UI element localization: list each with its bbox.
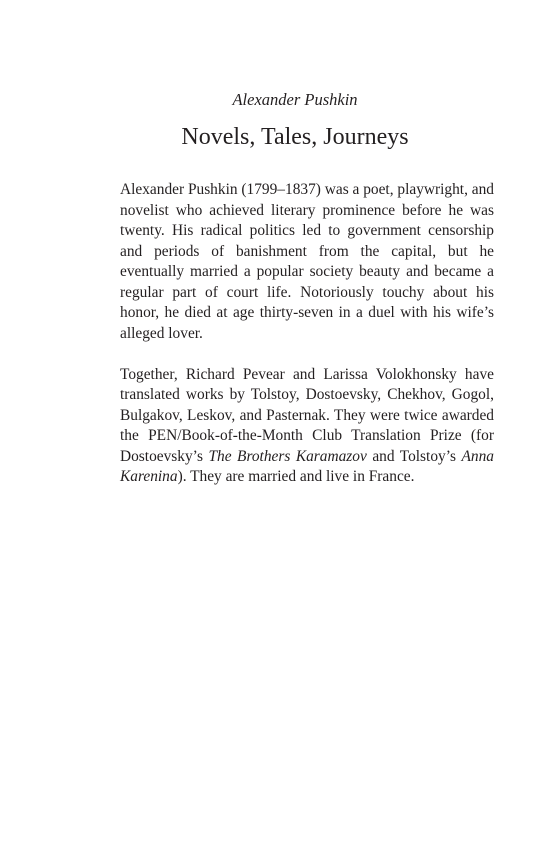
translators-bio-outro: ). They are married and live in France.	[177, 468, 415, 485]
work-title-brothers-karamazov: The Brothers Karamazov	[208, 447, 367, 465]
author-name: Alexander Pushkin	[232, 90, 358, 109]
author-bio-paragraph: Alexander Pushkin (1799–1837) was a poet, playwright, and novelist who achieved literary prominence before he was twenty. His radical politics led to government censorship and periods of banishment from the capital, but he eventually married a popular society beauty and became a regular part of court life. Notoriously touchy about his honor, he died at age thirty-seven in a duel with his wife’s alleged lover.	[120, 181, 495, 342]
translators-bio-paragraph	[120, 365, 494, 488]
translators-bio-intro: Together, Richard Pevear and Larissa Volokhonsky have translated works by Tolstoy, Dostoevsky, Chekhov, Gogol, Bulgakov, Leskov, and Pasternak. They were twice awarded the PEN/Book-of-the-Month Club Translation Prize (for Dostoevsky’s	[120, 365, 494, 465]
work-title-anna-karenina: Anna Karenina	[120, 447, 494, 485]
translators-bio-connector: and Tolstoy’s	[366, 447, 462, 465]
bio-section	[120, 180, 494, 488]
book-title: Novels, Tales, Journeys	[181, 124, 409, 150]
